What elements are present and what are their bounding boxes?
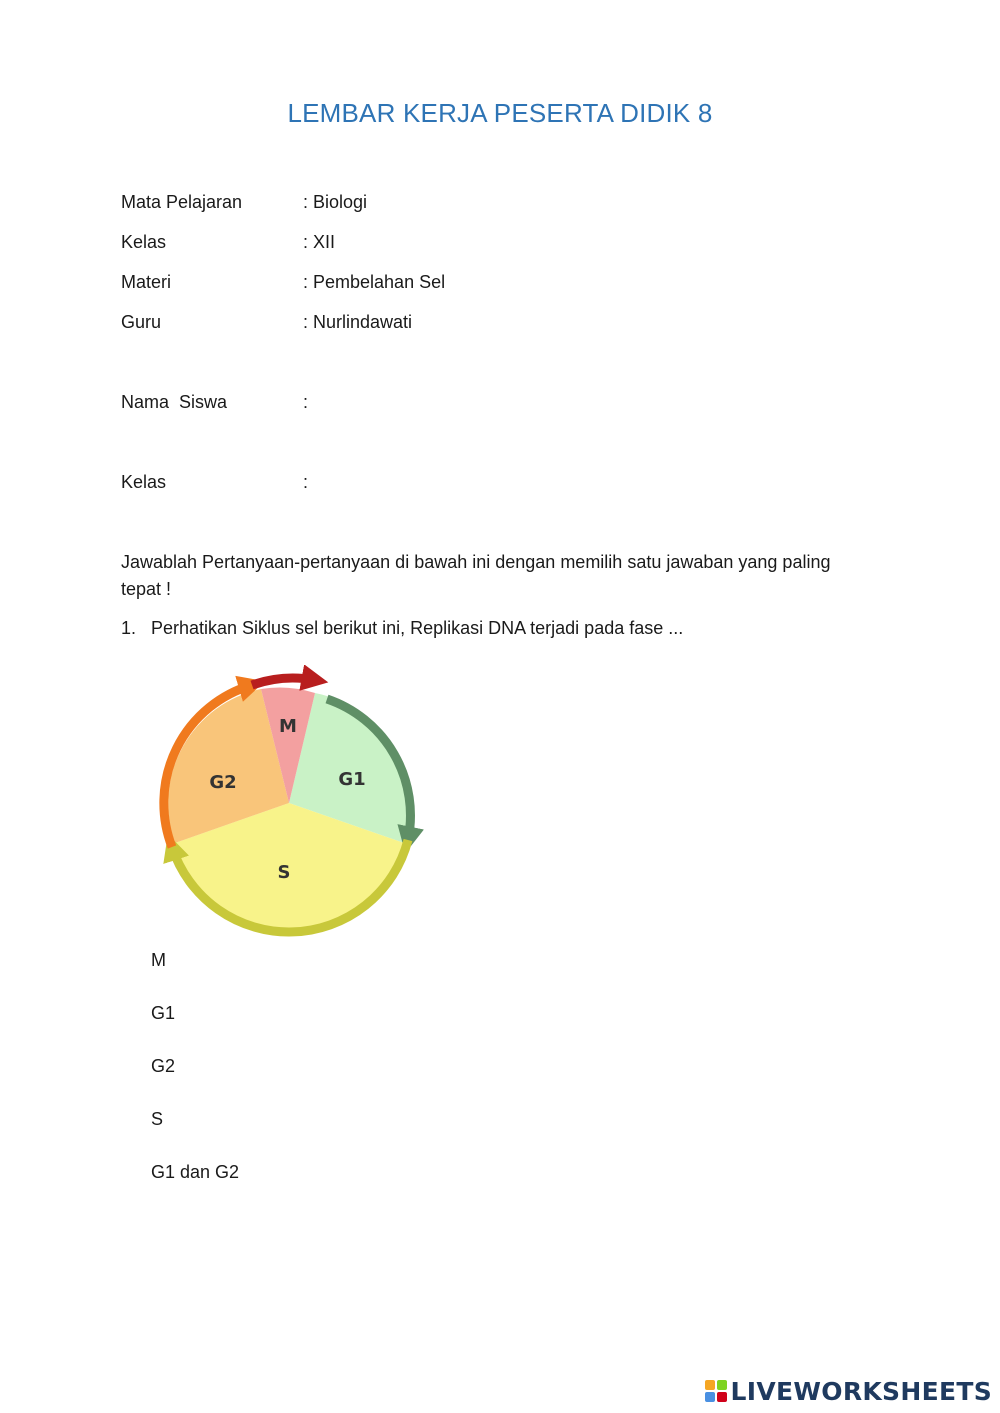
info-value: : Biologi	[303, 192, 368, 212]
logo-tile	[717, 1392, 727, 1402]
brand-text: LIVEWORKSHEETS	[730, 1376, 992, 1406]
info-label: Mata Pelajaran	[121, 192, 243, 212]
arc-m	[252, 678, 315, 685]
option-g1-dan-g2[interactable]: G1 dan G2	[151, 1162, 240, 1182]
liveworksheets-logo-icon	[705, 1380, 727, 1402]
page-title: LEMBAR KERJA PESERTA DIDIK 8	[287, 98, 713, 128]
option-g2[interactable]: G2	[151, 1056, 176, 1076]
question-text: Perhatikan Siklus sel berikut ini, Replikasi DNA terjadi pada fase ...	[151, 618, 684, 638]
logo-tile	[705, 1392, 715, 1402]
question-number: 1.	[121, 618, 137, 638]
student-class-label: Kelas	[121, 472, 167, 492]
student-name-colon: :	[303, 392, 309, 412]
cell-cycle-diagram	[150, 665, 440, 940]
liveworksheets-brand	[705, 1375, 992, 1407]
instruction-text: Jawablah Pertanyaan-pertanyaan di bawah ini dengan memilih satu jawaban yang paling tepat !	[121, 552, 831, 599]
student-class-colon: :	[303, 472, 309, 492]
option-s[interactable]: S	[151, 1109, 164, 1129]
info-label: Guru	[121, 312, 162, 332]
info-label: Materi	[121, 272, 172, 292]
info-value: : Pembelahan Sel	[303, 272, 446, 292]
label-g1: G1	[338, 769, 366, 790]
label-g2: G2	[209, 772, 237, 793]
option-g1[interactable]: G1	[151, 1003, 176, 1023]
info-value: : XII	[303, 232, 336, 252]
logo-tile	[705, 1380, 715, 1390]
logo-tile	[717, 1380, 727, 1390]
student-name-label: Nama Siswa	[121, 392, 228, 412]
option-m[interactable]: M	[151, 950, 166, 970]
label-m: M	[279, 716, 297, 737]
info-label: Kelas	[121, 232, 167, 252]
info-value: : Nurlindawati	[303, 312, 413, 332]
label-s: S	[277, 862, 291, 883]
